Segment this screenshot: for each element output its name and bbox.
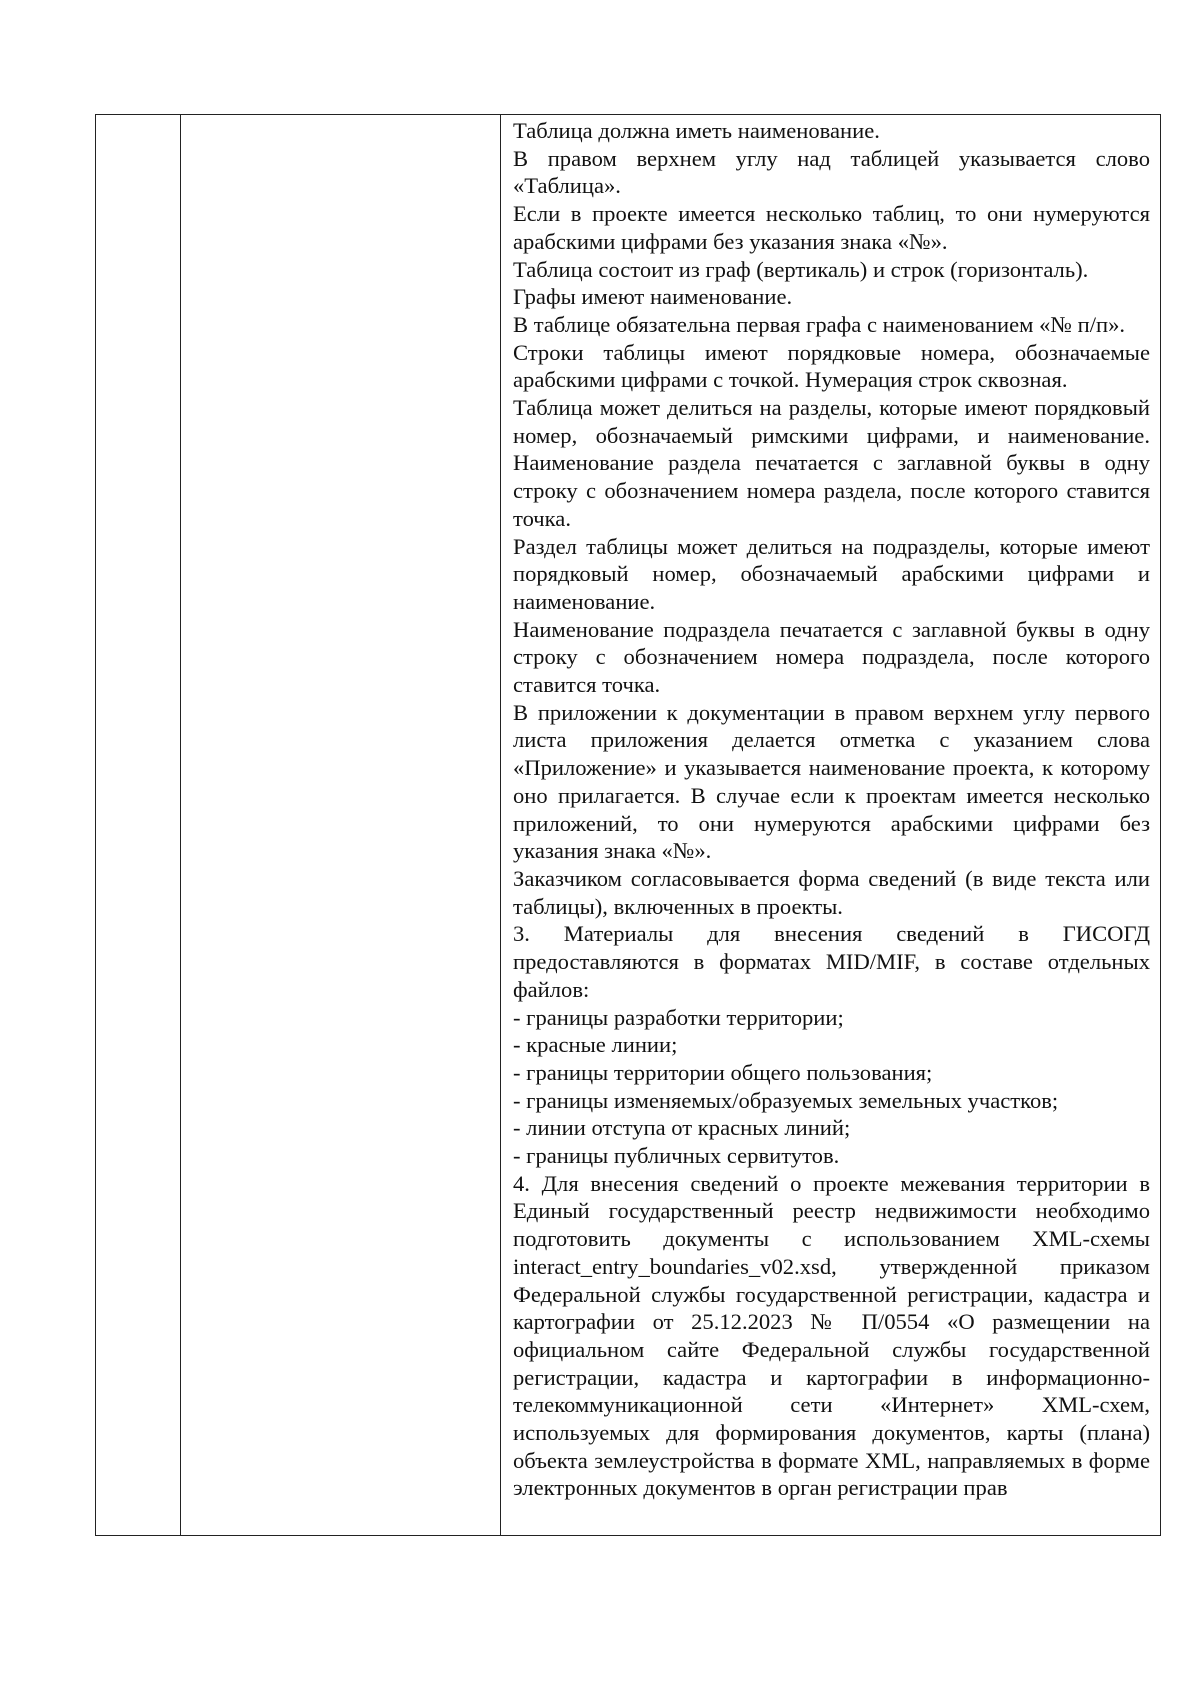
paragraph: В правом верхнем углу над таблицей указывается слово «Таблица». — [513, 145, 1150, 199]
paragraph: Таблица должна иметь наименование. — [513, 118, 880, 143]
paragraph: Заказчиком согласовывается форма сведений (в виде текста или таблицы), включенных в проекты. — [513, 865, 1150, 919]
list-item: - границы разработки территории; — [513, 1004, 844, 1030]
table-cell-number — [96, 115, 181, 1535]
paragraph: Таблица может делиться на разделы, которые имеют порядковый номер, обозначаемый римскими цифрами, и наименование. Наименование раздела печатается с заглавной буквы в одну строку с обозначением номера раздела, после которого ставится точка. — [513, 395, 1150, 531]
list-item: - границы публичных сервитутов. — [513, 1143, 840, 1169]
paragraph: Если в проекте имеется несколько таблиц, то они нумеруются арабскими цифрами без указания знака «№». — [513, 201, 1150, 254]
list-item: - границы изменяемых/образуемых земельных участков; — [513, 1087, 1059, 1113]
list-item: - границы территории общего пользования; — [513, 1059, 933, 1085]
table-cell-requirements — [501, 115, 1160, 1535]
list-item: - красные линии; — [513, 1032, 678, 1058]
list-item: - линии отступа от красных линий; — [513, 1115, 851, 1141]
paragraph: 3. Материалы для внесения сведений в ГИСОГД предоставляются в форматах MID/MIF, в составе отдельных файлов: — [513, 921, 1150, 1002]
table-cell-name — [181, 115, 501, 1535]
paragraph: В таблице обязательна первая графа с наименованием «№ п/п». — [513, 311, 1126, 337]
paragraph: Раздел таблицы может делиться на подразделы, которые имеют порядковый номер, обозначаемый арабскими цифрами и наименование. — [513, 533, 1150, 614]
paragraph: Таблица состоит из граф (вертикаль) и строк (горизонталь). — [513, 256, 1089, 282]
paragraph: Графы имеют наименование. — [513, 284, 793, 310]
document-table — [95, 114, 1161, 1536]
paragraph: В приложении к документации в правом верхнем углу первого листа приложения делается отметка с указанием слова «Приложение» и указывается наименование проекта, к которому оно прилагается. В случае если к проектам имеется несколько приложений, то они нумеруются арабскими цифрами без указания знака «№». — [513, 699, 1150, 864]
paragraph: 4. Для внесения сведений о проекте межевания территории в Единый государственный реестр недвижимости необходимо подготовить документы с использованием XML-схемы interact_entry_boundaries_v02.xsd, утвержденной приказом Федеральной службы государственной регистрации, кадастра и картографии от 25.12.2023 № П/0554 «О размещении на официальном сайте Федеральной службы государственной регистрации, кадастра и картографии в информационно-телекоммуникационной сети «Интернет» XML-схем, используемых для формирования документов, карты (плана) объекта землеустройства в формате XML, направляемых в форме электронных документов в орган регистрации прав — [513, 1170, 1150, 1501]
paragraph: Строки таблицы имеют порядковые номера, обозначаемые арабскими цифрами с точкой. Нумерация строк сквозная. — [513, 339, 1150, 393]
paragraph: Наименование подраздела печатается с заглавной буквы в одну строку с обозначением номера подраздела, после которого ставится точка. — [513, 616, 1150, 698]
